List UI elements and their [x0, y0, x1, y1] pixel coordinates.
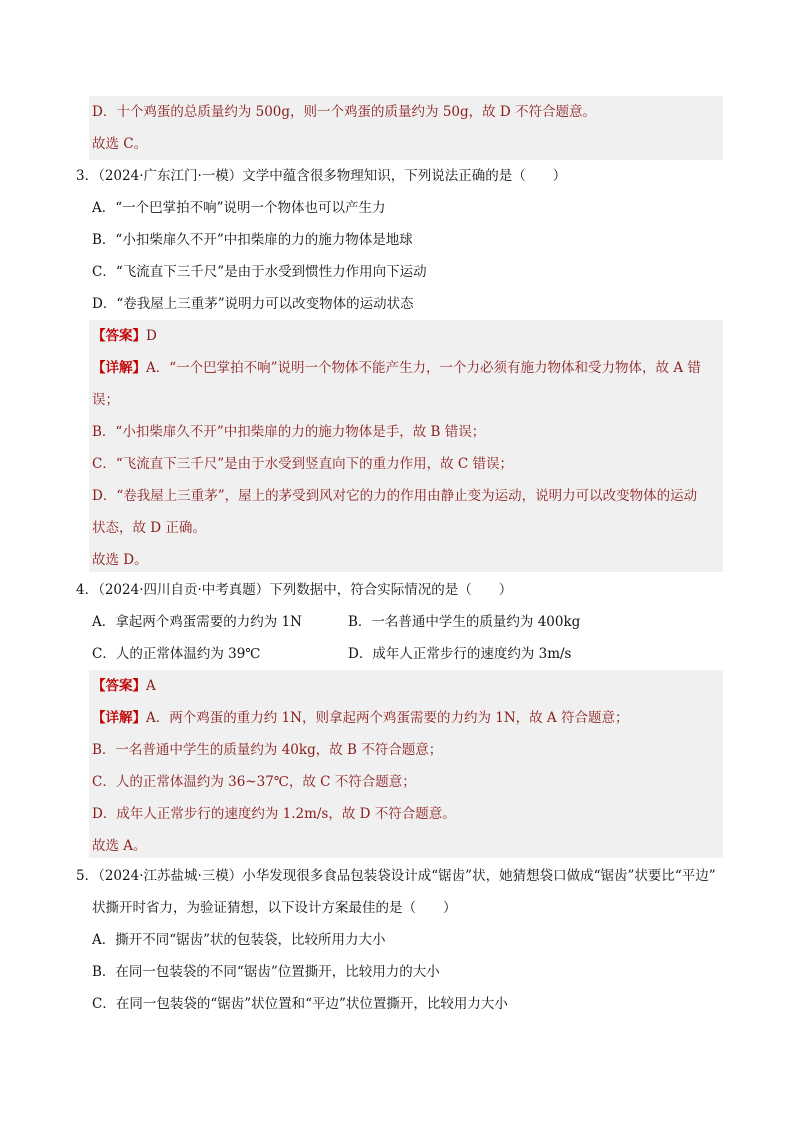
q4-choose: 故选 A。	[92, 838, 147, 854]
q4-answer-box	[89, 670, 723, 858]
q3-answer-tag: 【答案】	[92, 328, 146, 344]
q4-option-c: C．人的正常体温约为 39℃	[92, 646, 261, 662]
q3-option-a: A．“一个巴掌拍不响”说明一个物体也可以产生力	[92, 200, 386, 216]
q4-detail-b: B．一名普通中学生的质量约为 40kg，故 B 不符合题意；	[92, 742, 443, 758]
q4-answer-tag: 【答案】	[92, 678, 146, 694]
q4-detail-a-text: A．两个鸡蛋的重力约 1N，则拿起两个鸡蛋需要的力约为 1N，故 A 符合题意；	[146, 710, 629, 726]
q4-answer-value: A	[146, 678, 156, 694]
prev-detail-d: D．十个鸡蛋的总质量约为 500g，则一个鸡蛋的质量约为 50g，故 D 不符合题意。	[92, 104, 597, 120]
q5-stem-2: 状撕开时省力，为验证猜想，以下设计方案最佳的是（ ）	[92, 900, 457, 916]
q3-detail-a-1	[92, 358, 701, 378]
q3-option-d: D．“卷我屋上三重茅”说明力可以改变物体的运动状态	[92, 296, 414, 312]
q4-answer	[92, 676, 156, 696]
q3-answer	[92, 326, 157, 346]
prev-choose: 故选 C。	[92, 136, 148, 152]
q3-option-b: B．“小扣柴扉久不开”中扣柴扉的力的施力物体是地球	[92, 232, 413, 248]
q4-option-d: D．成年人正常步行的速度约为 3m/s	[348, 646, 572, 662]
q3-detail-d-2: 状态，故 D 正确。	[92, 520, 206, 536]
q3-detail-c: C．“飞流直下三千尺”是由于水受到竖直向下的重力作用，故 C 错误；	[92, 456, 514, 472]
q4-option-a: A．拿起两个鸡蛋需要的力约为 1N	[92, 614, 302, 630]
q3-stem: 3．（2024·广东江门·一模）文学中蕴含很多物理知识，下列说法正确的是（ ）	[76, 168, 567, 184]
q3-detail-a-2: 误；	[92, 392, 119, 408]
q3-detail-d-1: D．“卷我屋上三重茅”，屋上的茅受到风对它的力的作用由静止变为运动，说明力可以改变物体的运动	[92, 488, 698, 504]
q4-detail-tag: 【详解】	[92, 710, 146, 726]
q5-option-a: A．撕开不同“锯齿”状的包装袋，比较所用力大小	[92, 932, 386, 948]
q3-detail-b: B．“小扣柴扉久不开”中扣柴扉的力的施力物体是手，故 B 错误；	[92, 424, 486, 440]
q4-option-b: B．一名普通中学生的质量约为 400kg	[348, 614, 581, 630]
q3-answer-value: D	[146, 328, 157, 344]
q3-choose: 故选 D。	[92, 552, 148, 568]
q5-option-c: C．在同一包装袋的“锯齿”状位置和“平边”状位置撕开，比较用力大小	[92, 996, 508, 1012]
q4-stem: 4．（2024·四川自贡·中考真题）下列数据中，符合实际情况的是（ ）	[76, 582, 513, 598]
q3-detail-tag: 【详解】	[92, 360, 146, 376]
q3-option-c: C．“飞流直下三千尺”是由于水受到惯性力作用向下运动	[92, 264, 427, 280]
q4-detail-c: C．人的正常体温约为 36~37℃，故 C 不符合题意；	[92, 774, 416, 790]
q5-stem-1: 5．（2024·江苏盐城·三模）小华发现很多食品包装袋设计成“锯齿”状，她猜想袋口做成“锯齿”状要比“平边”	[76, 868, 716, 884]
q4-detail-a	[92, 708, 628, 728]
q5-option-b: B．在同一包装袋的不同“锯齿”位置撕开，比较用力的大小	[92, 964, 440, 980]
q3-detail-a-text: A．“一个巴掌拍不响”说明一个物体不能产生力，一个力必须有施力物体和受力物体，故 A 错	[146, 360, 701, 376]
q4-detail-d: D．成年人正常步行的速度约为 1.2m/s，故 D 不符合题意。	[92, 806, 456, 822]
